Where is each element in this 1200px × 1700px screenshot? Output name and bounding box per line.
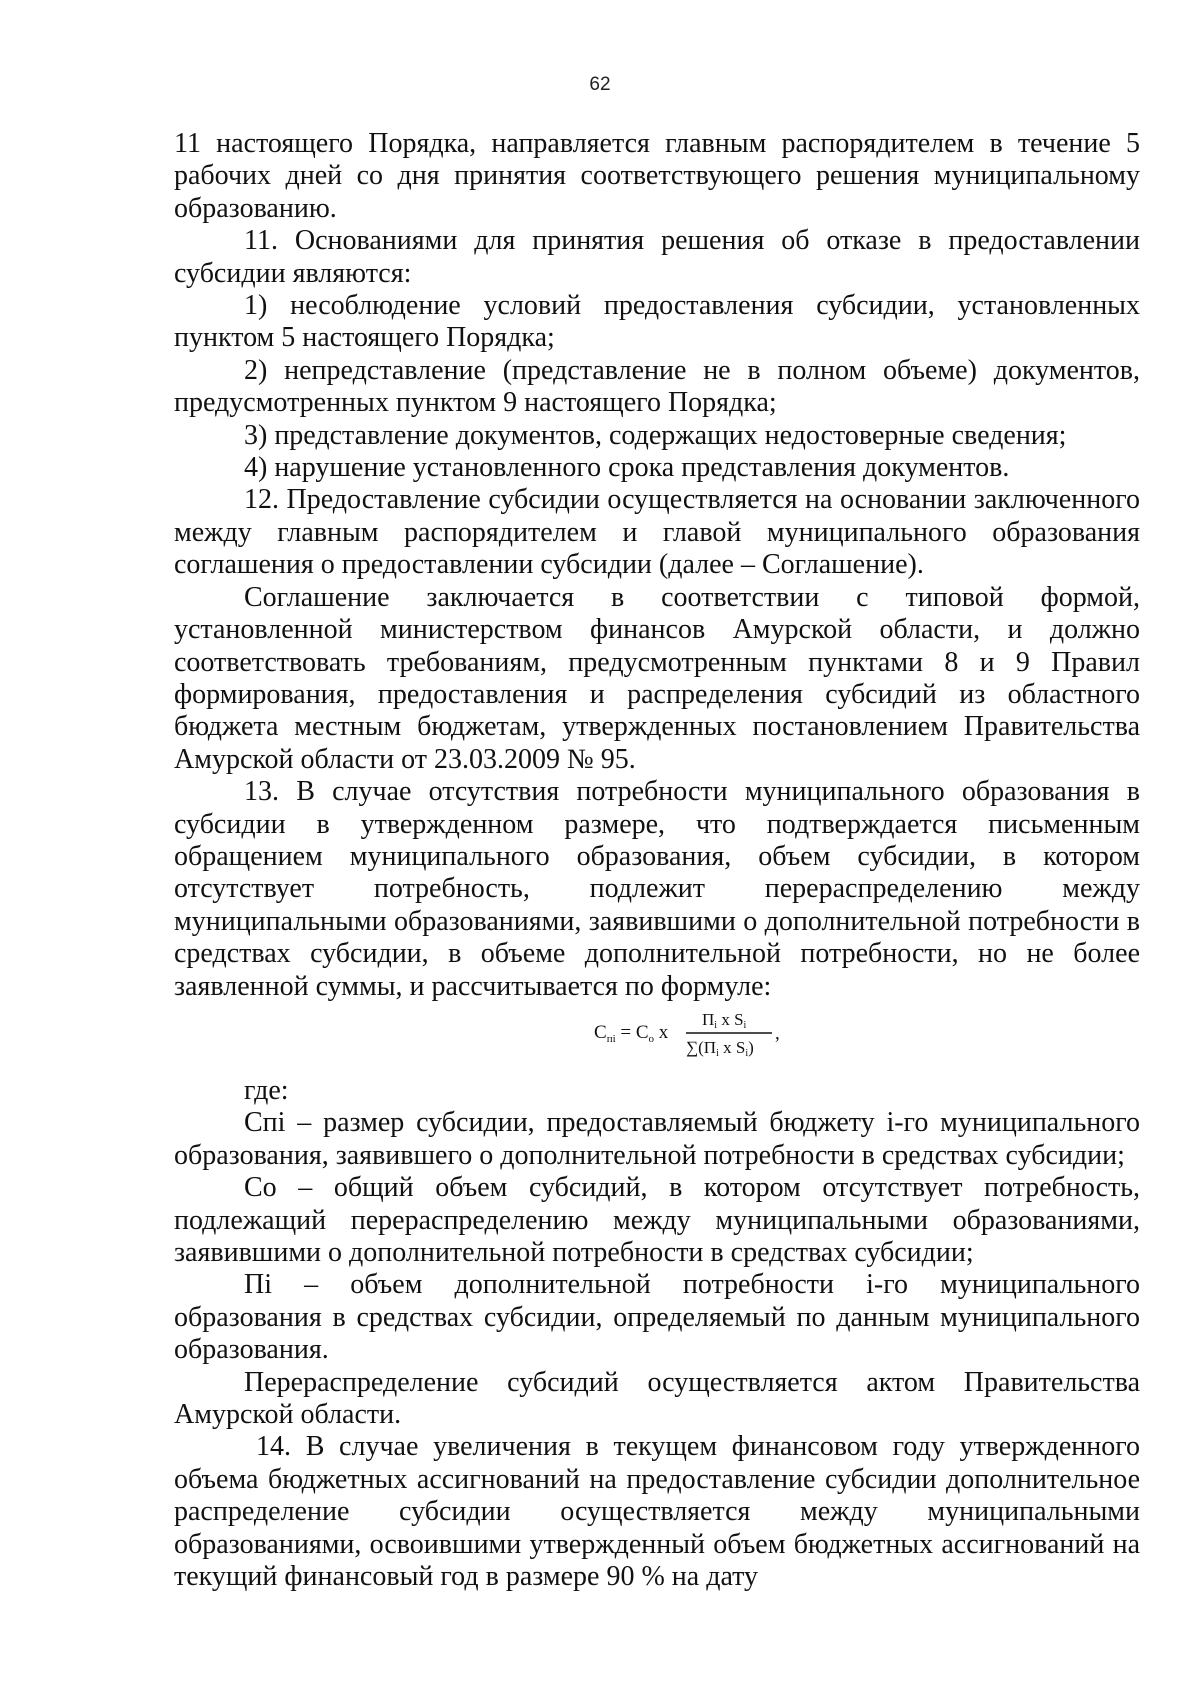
paragraph: где: bbox=[244, 1074, 289, 1106]
formula bbox=[174, 1005, 1140, 1065]
paragraph: Пi – объем дополнительной потребности i-го муниципального образования в средствах субсидии, определяемый по данным муниципального образования. bbox=[174, 1269, 1140, 1366]
paragraph: 12. Предоставление субсидии осуществляется на основании заключенного между главным распорядителем и главой муниципального образования соглашения о предоставлении субсидии (далее – Соглашение). bbox=[174, 484, 1140, 581]
paragraph: Cпi – размер субсидии, предоставляемый бюджету i-го муниципального образования, заявившего о дополнительной потребности в средствах субсидии; bbox=[174, 1107, 1140, 1171]
paragraph: 13. В случае отсутствия потребности муниципального образования в субсидии в утвержденном размере, что подтверждается письменным обращением муниципального образования, объем субсидии, в котором отсутствует потребность, подлежит перераспределению между муниципальными образованиями, заявившими о дополнительной потребности в средствах субсидии, в объеме дополнительной потребности, но не более заявленной суммы, и рассчитывается по формуле: bbox=[174, 776, 1140, 1002]
paragraph: 11. Основаниями для принятия решения об отказе в предоставлении субсидии являются: bbox=[174, 225, 1140, 289]
paragraph: 14. В случае увеличения в текущем финансовом году утвержденного объема бюджетных ассигнований на предоставление субсидии дополнительное распределение субсидии осуществляется между муниципальными образованиями, освоившими утвержденный объем бюджетных ассигнований на текущий финансовый год в размере 90 % на дату bbox=[174, 1431, 1140, 1593]
paragraph: 2) непредставление (представление не в полном объеме) документов, предусмотренных пунктом 9 настоящего Порядка; bbox=[174, 354, 1140, 419]
page-number: 62 bbox=[589, 74, 611, 95]
document-body bbox=[174, 128, 1140, 1593]
formula-graphic bbox=[594, 1005, 834, 1063]
paragraph: Cо – общий объем субсидий, в котором отсутствует потребность, подлежащий перераспределению между муниципальными образованиями, заявившими о дополнительной потребности в средствах субсидии; bbox=[174, 1172, 1140, 1268]
paragraph: Перераспределение субсидий осуществляется актом Правительства Амурской области. bbox=[174, 1366, 1140, 1431]
paragraph: 4) нарушение установленного срока представления документов. bbox=[244, 452, 1010, 484]
paragraph: 3) представление документов, содержащих недостоверные сведения; bbox=[244, 419, 1067, 451]
paragraph: 1) несоблюдение условий предоставления субсидии, установленных пунктом 5 настоящего Порядка; bbox=[174, 290, 1140, 354]
formula-lhs: $C_{пi} = C_o$ x bbox=[594, 1021, 669, 1045]
formula-numerator: Пi x Si bbox=[702, 1009, 747, 1031]
formula-denominator: ∑(Пi x Si) bbox=[686, 1037, 754, 1059]
formula-tail: , bbox=[775, 1022, 780, 1044]
paragraph: Соглашение заключается в соответствии с типовой формой, установленной министерством финансов Амурской области, и должно соответствовать требованиям, предусмотренным пунктами 8 и 9 Правил формирования, предоставления и распределения субсидий из областного бюджета местным бюджетам, утвержденных постановлением Правительства Амурской области от 23.03.2009 № 95. bbox=[174, 581, 1140, 775]
paragraph: 11 настоящего Порядка, направляется главным распорядителем в течение 5 рабочих дней со дня принятия соответствующего решения муниципальному образованию. bbox=[174, 128, 1140, 224]
